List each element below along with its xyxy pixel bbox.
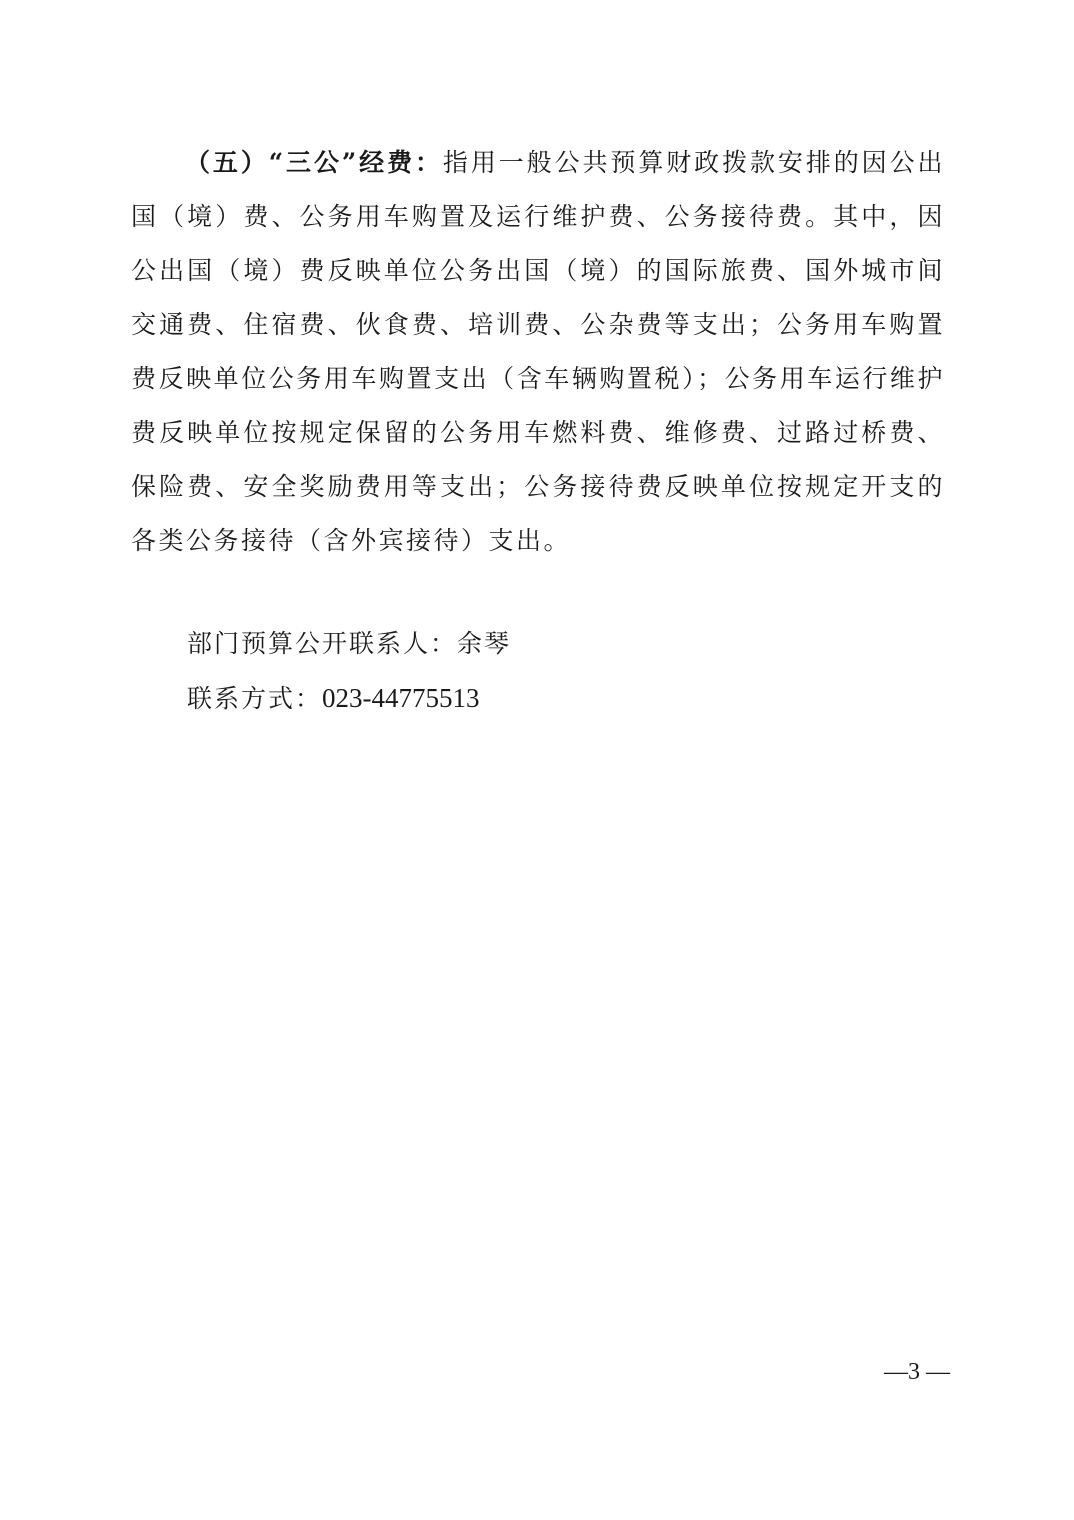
contact-phone-label: 联系方式：: [187, 684, 323, 713]
contact-phone-value: 023-44775513: [322, 683, 480, 713]
contact-person-label: 部门预算公开联系人：: [187, 629, 458, 658]
contact-phone-line: [187, 671, 480, 726]
section-body: 指用一般公共预算财政拨款安排的因公出国（境）费、公务用车购置及运行维护费、公务接待费。其中，因公出国（境）费反映单位公务出国（境）的国际旅费、国外城市间交通费、住宿费、伙食费、培训费、公杂费等支出；公务用车购置费反映单位公务用车购置支出（含车辆购置税）；公务用车运行维护费反映单位按规定保留的公务用车燃料费、维修费、过路过桥费、保险费、安全奖励费用等支出；公务接待费反映单位按规定开支的各类公务接待（含外宾接待）支出。: [131, 148, 945, 555]
contact-person-line: [187, 617, 511, 671]
section-heading: （五）“三公”经费：: [185, 148, 443, 177]
contact-person-name: 余琴: [457, 629, 512, 658]
page-number: —3 —: [884, 1359, 950, 1385]
three-public-expenses-paragraph: [131, 136, 945, 568]
